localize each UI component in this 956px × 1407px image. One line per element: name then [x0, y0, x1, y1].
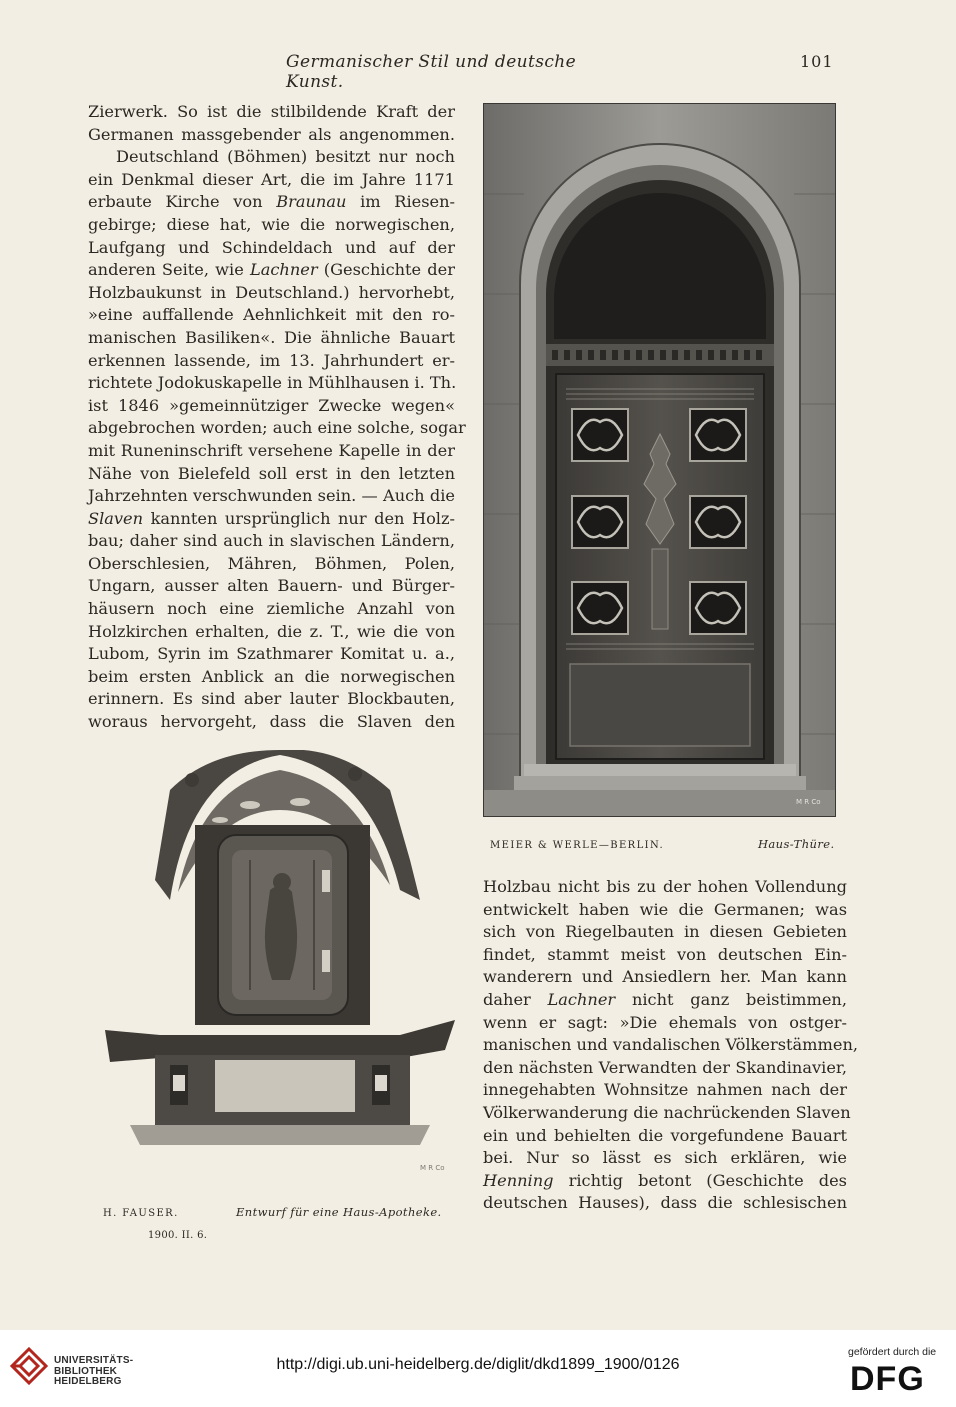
left-column-line: Laufgang und Schindeldach und auf der — [88, 237, 455, 257]
left-column-line: manischen Basiliken«. Die ähnliche Bauart — [88, 327, 455, 347]
right-column-line: deutschen Hauses), dass die schlesischen — [483, 1193, 847, 1213]
left-column-line: Holzbaukunst in Deutschland.) hervorhebt, — [88, 282, 455, 302]
left-column-line: Nähe von Bielefeld soll erst in den letzten — [88, 463, 455, 483]
italic-name: Slaven — [88, 508, 144, 528]
left-text-column — [88, 101, 466, 734]
dfg-logo: DFG — [850, 1360, 925, 1398]
right-column-line: ein und behielten die vorgefundene Bauart — [483, 1125, 847, 1145]
library-name-line-2: BIBLIOTHEK — [54, 1365, 118, 1377]
door-photo-title: Haus-Thüre. — [758, 837, 835, 851]
left-column-line: woraus hervorgeht, dass die Slaven den — [88, 712, 455, 732]
left-column-line: Lubom, Syrin im Szathmarer Komitat u. a., — [88, 644, 455, 664]
left-column-line: beim ersten Anblick an die norwegischen — [88, 666, 455, 686]
left-column-line: ein Denkmal dieser Art, die im Jahre 1171 — [88, 169, 455, 189]
left-column-line: Jahrzehnten verschwunden sein. — Auch die — [88, 486, 455, 506]
library-name-line-3: HEIDELBERG — [54, 1376, 122, 1387]
left-column-line: abgebrochen worden; auch eine solche, sogar — [88, 418, 466, 438]
right-column-line: wanderern und Ansiedlern her. Man kann — [483, 967, 847, 987]
cabinet-illustration — [100, 750, 460, 1180]
left-column-line: mit Runeninschrift versehene Kapelle in der — [88, 440, 455, 460]
cabinet-photo-credit: H. FAUSER. — [103, 1208, 179, 1219]
right-text-column — [483, 876, 859, 1215]
right-column-line: sich von Riegelbauten in diesen Gebieten — [483, 922, 847, 942]
left-column-line: Ungarn, ausser alten Bauern- und Bürger- — [88, 576, 455, 596]
cabinet-photograph — [100, 750, 460, 1180]
left-column-line: Zierwerk. So ist die stilbildende Kraft der — [88, 102, 455, 121]
sponsor-text: gefördert durch die — [848, 1346, 937, 1358]
left-column-line: erbaute Kirche von Braunau im Riesen- — [88, 192, 455, 212]
right-column-line: innegehabten Wohnsitze nahmen nach der — [483, 1080, 847, 1100]
italic-name: Henning — [483, 1170, 554, 1190]
cabinet-photo-title: Entwurf für eine Haus-Apotheke. — [236, 1205, 442, 1219]
left-column-line: häusern noch eine ziemliche Anzahl von — [88, 599, 455, 619]
door-plate-mark: M R Co — [796, 798, 821, 806]
door-illustration — [484, 104, 835, 816]
left-column-line: Slaven kannten ursprünglich nur den Holz- — [88, 508, 455, 528]
left-column-line: bau; daher sind auch in slavischen Ländern, — [88, 531, 455, 551]
italic-name: Braunau — [276, 192, 347, 212]
permalink-url[interactable]: http://digi.ub.uni-heidelberg.de/diglit/dkd1899_1900/0126 — [276, 1356, 680, 1373]
left-column-line: ist 1846 »gemeinnütziger Zwecke wegen« — [88, 395, 455, 415]
right-column-line: manischen und vandalischen Völkerstämmen, — [483, 1035, 859, 1055]
library-name-line-1: UNIVERSITÄTS- — [54, 1355, 134, 1366]
right-column-line: wenn er sagt: »Die ehemals von ostger- — [483, 1012, 847, 1032]
left-column-line: erinnern. Es sind aber lauter Blockbauten, — [88, 689, 455, 709]
right-column-line: Henning richtig betont (Geschichte des — [483, 1170, 847, 1190]
left-column-line: Germanen massgebender als angenommen. — [88, 124, 455, 144]
italic-name: Lachner — [249, 260, 318, 280]
left-column-line: erkennen lassende, im 13. Jahrhundert er- — [88, 350, 455, 370]
right-column-line: bei. Nur so lässt es sich erklären, wie — [483, 1148, 847, 1168]
right-column-line: den nächsten Verwandten der Skandinavier, — [483, 1057, 847, 1077]
page-number: 101 — [800, 52, 834, 71]
door-photograph — [483, 103, 836, 817]
right-column-line: findet, stammt meist von deutschen Ein- — [483, 944, 847, 964]
left-column-line: anderen Seite, wie Lachner (Geschichte der — [88, 260, 455, 280]
stamp-date: 1900. II. 6. — [148, 1230, 208, 1241]
right-column-line: daher Lachner nicht ganz beistimmen, — [483, 989, 847, 1009]
left-column-line: gebirge; diese hat, wie die norwegischen, — [88, 214, 455, 234]
left-column-line: Oberschlesien, Mähren, Böhmen, Polen, — [88, 553, 455, 573]
cabinet-plate-mark: M R Co — [420, 1164, 445, 1172]
left-column-line: Holzkirchen erhalten, die z. T., wie die von — [88, 621, 455, 641]
left-column-line: »eine auffallende Aehnlichkeit mit den ro- — [88, 305, 455, 325]
running-title: Germanischer Stil und deutsche Kunst. — [286, 52, 577, 92]
right-column-line: entwickelt haben wie die Germanen; was — [483, 899, 847, 919]
right-column-line: Holzbau nicht bis zu der hohen Vollendung — [483, 877, 847, 896]
left-column-line: Deutschland (Böhmen) besitzt nur noch — [116, 147, 455, 167]
left-column-line: richtete Jodokuskapelle in Mühlhausen i. Th. — [88, 373, 457, 393]
door-photo-credit: MEIER & WERLE—BERLIN. — [490, 840, 665, 851]
italic-name: Lachner — [547, 989, 616, 1009]
right-column-line: Völkerwanderung die nachrückenden Slaven — [483, 1102, 851, 1122]
